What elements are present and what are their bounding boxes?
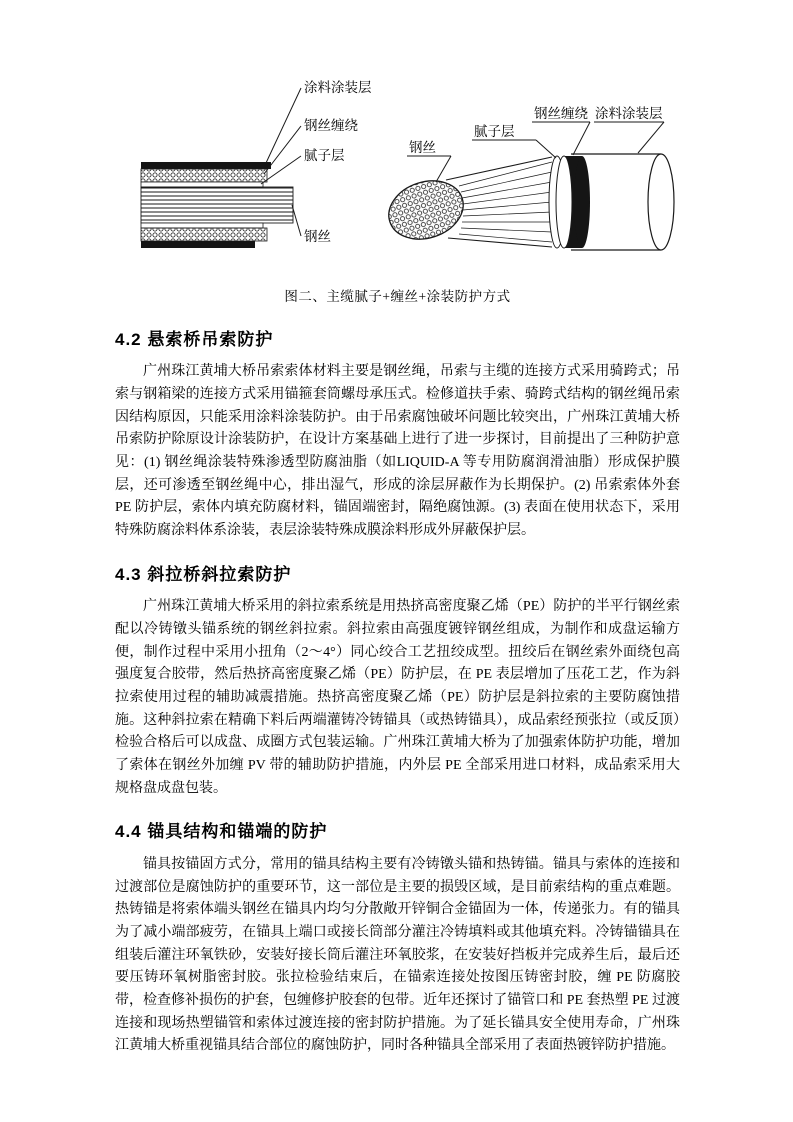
section-body-4-3: 广州珠江黄埔大桥采用的斜拉索系统是用热挤高密度聚乙烯（PE）防护的半平行钢丝索配以冷铸镦头锚系统的钢丝斜拉索。斜拉索由高强度镀锌钢丝组成，为制作和成盘运输方便，制作过程中采用小扭角（2～4°）同心绞合工艺扭绞成型。扭绞后在钢丝索外面绕包高强度复合胶带，然后热挤高密度聚乙烯（PE）防护层，在 PE 表层增加了压花工艺，作为斜拉索使用过程的辅助减震措施。热挤高密度聚乙烯（PE）防护层是斜拉索的主要防腐蚀措施。这种斜拉索在精确下料后两端灌铸冷铸锚具（或热铸锚具），成品索经预张拉（或反顶）检验合格后可以成盘、成圈方式包装运输。广州珠江黄埔大桥为了加强索体防护功能，增加了索体在钢丝外加缠 PV 带的辅助防护措施，内外层 PE 全部采用进口材料，成品索采用大规格盘成盘包装。 xyxy=(115,599,680,796)
coating-layer-bottom xyxy=(141,241,255,248)
wire-wrap-band-edge xyxy=(574,156,590,248)
left-section-diagram xyxy=(141,79,372,248)
wire-wrap-layer-top xyxy=(141,169,267,182)
section-body-4-4: 锚具按锚固方式分，常用的锚具结构主要有冷铸镦头锚和热铸锚。锚具与索体的连接和过渡部位是腐蚀防护的重要环节，这一部位是主要的损毁区域，是目前索结构的重点难题。热铸锚是将索体端头钢丝在锚具内均匀分散敞开锌铜合金锚固为一体，传递张力。有的锚具为了减小端部疲劳，在锚具上端口或接长筒部分灌注冷铸填料或其他填充料。冷铸锚锚具在组装后灌注环氧铁砂，安装好接长筒后灌注环氧胶浆，在安装好挡板并完成养生后，最后还要压铸环氧树脂密封胶。张拉检验结束后，在锚索连接处按图压铸密封胶，缠 PE 防腐胶带，检查修补损伤的护套，包缠修护胶套的包带。近年还探讨了锚管口和 PE 套热塑 PE 过渡连接和现场热塑锚管和索体过渡连接的密封防护措施。为了延长锚具安全使用寿命，广州珠江黄埔大桥重视锚具结合部位的腐蚀防护，同时各种锚具全部采用了表面热镀锌防护措施。 xyxy=(115,856,680,1054)
section-heading-4-2: 4.2 悬索桥吊索防护 xyxy=(115,329,274,349)
label-wire-wrap-left: 钢丝缠绕 xyxy=(304,118,358,133)
label-putty-right: 腻子层 xyxy=(474,124,515,139)
section-heading-4-4: 4.4 锚具结构和锚端的防护 xyxy=(115,822,328,842)
label-coating-right: 涂料涂装层 xyxy=(595,106,663,121)
steel-wire-core xyxy=(141,187,293,223)
coating-layer-top xyxy=(141,162,271,169)
cable-diagram xyxy=(116,70,679,280)
label-wire-wrap-right: 钢丝缠绕 xyxy=(534,106,588,121)
section-4-2 xyxy=(115,326,680,543)
label-putty-left: 腻子层 xyxy=(304,148,345,163)
section-body-4-2: 广州珠江黄埔大桥吊索索体材料主要是钢丝绳，吊索与主缆的连接方式采用骑跨式；吊索与钢箱梁的连接方式采用锚箍套筒螺母承压式。检修道扶手索、骑跨式结构的钢丝绳吊索因结构原因，只能采用涂料涂装防护。由于吊索腐蚀破坏问题比较突出，广州珠江黄埔大桥吊索防护除原设计涂装防护，在设计方案基础上进行了进一步探讨，目前提出了三种防护意见：(1) 钢丝绳涂装特殊渗透型防腐油脂（如LIQUID-A 等专用防腐润滑油脂）形成保护膜层，还可渗透至钢丝绳中心，排出湿气，形成的涂层屏蔽作为长期保护。(2) 吊索索体外套 PE 防护层，索体内填充防腐材料，锚固端密封，隔绝腐蚀源。(3) 表面在使用状态下，采用特殊防腐涂料体系涂装，表层涂装特殊成膜涂料形成外屏蔽保护层。 xyxy=(115,364,680,539)
leader-line xyxy=(264,126,301,174)
section-4-4 xyxy=(115,818,680,1058)
leader-line xyxy=(266,88,301,163)
label-coating-left: 涂料涂装层 xyxy=(304,80,372,95)
label-wire-right: 钢丝 xyxy=(409,140,436,155)
label-wire-left: 钢丝 xyxy=(304,229,331,244)
figure-cable-protection xyxy=(115,70,680,308)
wire-wrap-layer-bottom xyxy=(141,228,267,241)
putty-ring-inner xyxy=(556,156,572,248)
section-heading-4-3: 4.3 斜拉桥斜拉索防护 xyxy=(115,564,292,584)
coating-end-face xyxy=(648,154,674,250)
putty-layer-top xyxy=(141,182,263,187)
putty-layer-bottom xyxy=(141,223,263,228)
figure-caption: 图二、主缆腻子+缠丝+涂装防护方式 xyxy=(284,289,511,304)
right-cutaway-diagram xyxy=(381,105,674,250)
section-4-3 xyxy=(115,561,680,801)
